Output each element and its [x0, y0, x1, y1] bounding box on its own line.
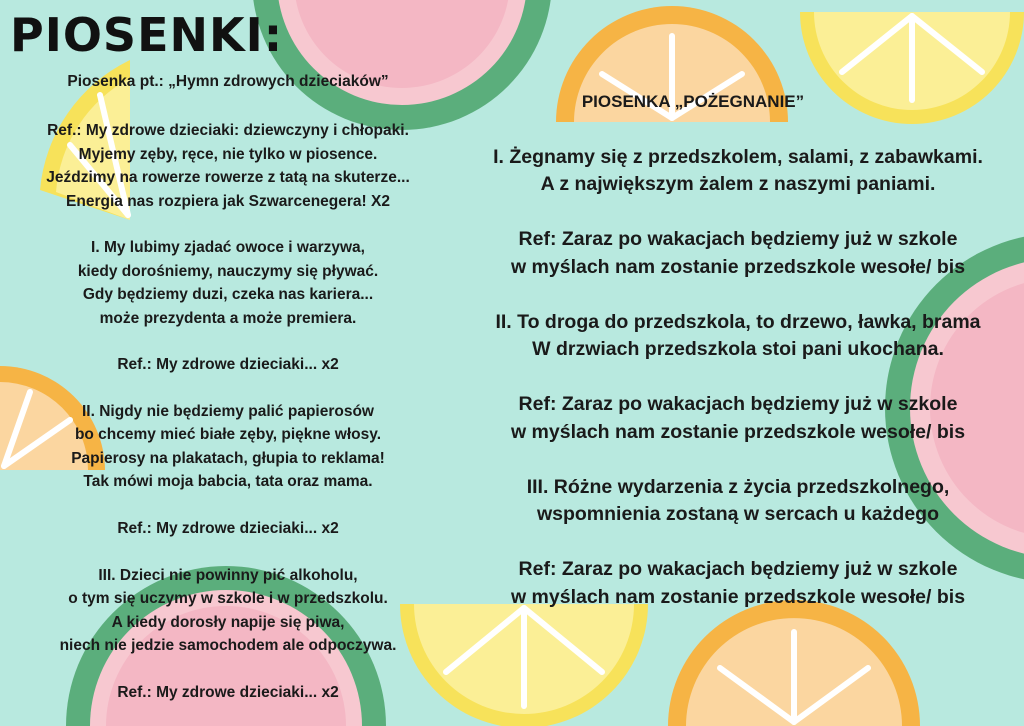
refrain-line: Ref: Zaraz po wakacjach będziemy już w szkole: [518, 228, 958, 250]
refrain-line: Ref: Zaraz po wakacjach będziemy już w szkole: [518, 393, 958, 415]
verse-line: kiedy dorośniemy, nauczymy się pływać.: [77, 262, 379, 280]
page-title: PIOSENKI:: [10, 8, 284, 62]
song-hymn-column: [8, 70, 448, 704]
verse-line: A z największym żalem z naszymi paniami.: [540, 173, 936, 195]
song-farewell-column: [462, 88, 1014, 611]
refrain-line: w myślach nam zostanie przedszkole wesołe/ bis: [510, 585, 966, 608]
refrain-line: w myślach nam zostanie przedszkole wesołe/ bis: [510, 255, 966, 278]
refrain-short: Ref.: My zdrowe dzieciaki... x2: [117, 356, 339, 374]
refrain-line: Energia nas rozpiera jak Szwarcenegera! X2: [66, 192, 390, 210]
verse-line: o tym się uczymy w szkole i w przedszkolu.: [68, 590, 388, 608]
orange-half-bottom-right: [668, 600, 920, 726]
verse-line: A kiedy dorosły napije się piwa,: [111, 613, 345, 631]
refrain-short: Ref.: My zdrowe dzieciaki... x2: [117, 520, 339, 538]
verse-line: II. To droga do przedszkola, to drzewo, ławka, brama: [495, 310, 981, 333]
song-title: Piosenka pt.: „Hymn zdrowych dzieciaków”: [67, 73, 389, 90]
refrain-line: w myślach nam zostanie przedszkole wesołe/ bis: [510, 420, 966, 443]
refrain-line: Jeździmy na rowerze rowerze z tatą na skuterze...: [46, 169, 410, 187]
refrain-line: Ref.: My zdrowe dzieciaki: dziewczyny i chłopaki.: [47, 122, 409, 140]
refrain-line: Ref: Zaraz po wakacjach będziemy już w szkole: [518, 558, 958, 580]
verse-line: III. Różne wydarzenia z życia przedszkolnego,: [526, 475, 950, 498]
verse-line: Gdy będziemy duzi, czeka nas kariera...: [82, 286, 374, 304]
verse-line: bo chcemy mieć białe zęby, piękne włosy.: [74, 426, 382, 444]
verse-line: I. Żegnamy się z przedszkolem, salami, z zabawkami.: [493, 145, 983, 168]
verse-line: II. Nigdy nie będziemy palić papierosów: [82, 403, 374, 421]
verse-line: W drzwiach przedszkola stoi pani ukochana.: [532, 338, 944, 360]
song-title: PIOSENKA „POŻEGNANIE”: [581, 92, 805, 111]
verse-line: Tak mówi moja babcia, tata oraz mama.: [83, 473, 373, 491]
verse-line: może prezydenta a może premiera.: [99, 309, 357, 327]
verse-line: III. Dzieci nie powinny pić alkoholu,: [98, 566, 358, 584]
verse-line: niech nie jedzie samochodem ale odpoczywa.: [59, 636, 397, 654]
verse-line: I. My lubimy zjadać owoce i warzywa,: [91, 239, 365, 257]
refrain-line: Myjemy zęby, ręce, nie tylko w piosence.: [78, 145, 378, 163]
verse-line: wspomnienia zostaną w sercach u każdego: [536, 503, 940, 525]
verse-line: Papierosy na plakatach, głupia to reklama!: [71, 449, 385, 467]
refrain-short: Ref.: My zdrowe dzieciaki... x2: [117, 683, 339, 701]
